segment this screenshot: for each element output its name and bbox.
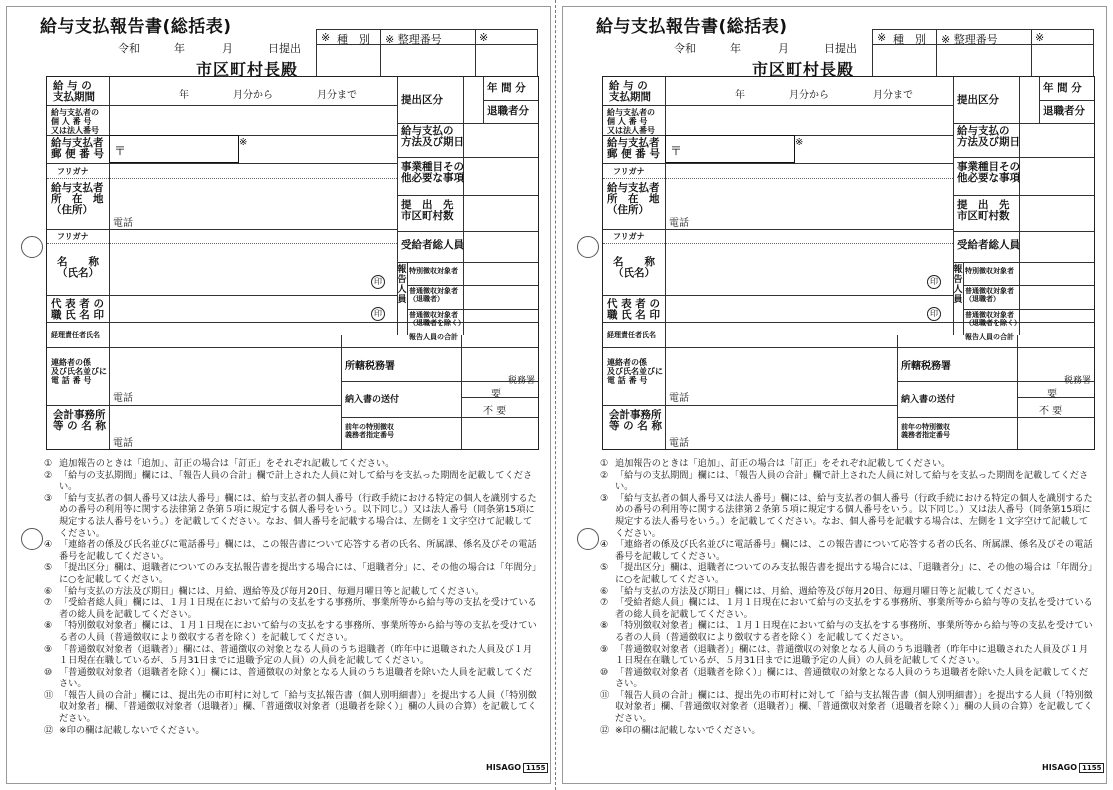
note-number: ⑤ [600, 562, 609, 574]
note-item [600, 458, 1094, 470]
tax-payment-label: 納入書の送付 [345, 395, 400, 405]
postal-code-box[interactable] [109, 135, 239, 163]
note-text: 「普通徴収対象者（退職者）」欄には、普通徴収の対象となる人員のうち退職者（昨年中に退職された人員及び１月１日現在在職しているが、５月31日までに退職予定の人員）の人員を記載してください。 [59, 643, 533, 667]
date-month: 月 [778, 42, 789, 55]
note-text: 「連絡者の係及び氏名並びに電話番号」欄には、この報告書について応答する者の氏名、所属課、係名及びその電話番号を記載してください。 [59, 539, 537, 562]
ordinary-excl-label: 普通徴収対象者 （退職者を除く） [409, 311, 465, 327]
required-option[interactable]: 要 [1047, 389, 1057, 400]
special-collection-label: 特別徴収対象者 [409, 267, 458, 275]
note-item [600, 644, 1094, 667]
note-number: ⑩ [600, 666, 609, 678]
note-number: ⑫ [44, 724, 54, 736]
ref-number-label: ※ 整理番号 [941, 33, 998, 46]
note-number: ④ [44, 539, 53, 551]
note-text: 「給与支払者の個人番号又は法人番号」欄には、給与支払者の個人番号（行政手続における特定の個人を識別するための番号の利用等に関する法律第２条第５項に規定する個人番号をいう。以下同じ。）又は法人番号（同条第15項に規定する法人番号をいう。）を記載してください。なお、個人番号を記載する場合は、左側を１文字空けて記載してください。 [59, 492, 537, 539]
seal-mark-1: 印 [927, 275, 941, 289]
reference-table [872, 29, 1094, 77]
addressee: 市区町村長殿 [752, 60, 855, 79]
form-title: 給与支払報告書(総括表) [596, 17, 788, 37]
business-type-label: 事業種目その 他必要な事項 [401, 161, 464, 184]
note-item [600, 586, 1094, 598]
special-collection-label: 特別徴収対象者 [965, 267, 1014, 275]
brand-logo: HISAGO [486, 763, 521, 772]
pay-period-year: 年 [735, 90, 745, 101]
note-number: ⑧ [600, 620, 609, 632]
note-text: 「報告人員の合計」欄には、提出先の市町村に対して「給与支払報告書（個人別明細書）」を提出する人員（「特別徴収対象者」欄、「普通徴収対象者（退職者）」欄、「普通徴収対象者（退職者を除く）」欄の人員の合算）を記載してください。 [615, 689, 1093, 725]
note-item [44, 539, 538, 562]
note-text: 「特別徴収対象者」欄には、１月１日現在において給与の支払をする事務所、事業所等から給与等の支払を受けている者の人員（普通徴収により徴収する者を除く）を記載してください。 [59, 620, 537, 643]
note-text: 「提出区分」欄は、退職者についてのみ支払報告書を提出する場合には、「退職者分」に、その他の場合は「年間分」に○を記載してください。 [59, 562, 537, 585]
instruction-notes [600, 458, 1094, 736]
punch-hole-bottom [577, 528, 599, 550]
note-text: 追加報告のときは「追加」、訂正の場合は「訂正」をそれぞれ記載してください。 [59, 458, 395, 469]
note-item [44, 562, 538, 585]
note-item [44, 725, 538, 737]
note-text: 「連絡者の係及び氏名並びに電話番号」欄には、この報告書について応答する者の氏名、所属課、係名及びその電話番号を記載してください。 [615, 539, 1093, 562]
accounting-officer-label: 経理責任者氏名 [51, 331, 100, 339]
note-text: 「普通徴収対象者（退職者を除く）」欄には、普通徴収の対象となる人員のうち退職者を除いた人員を記載してください。 [615, 666, 1089, 690]
ordinary-excl-label: 普通徴収対象者 （退職者を除く） [965, 311, 1021, 327]
ref-extra-mark: ※ [1035, 31, 1045, 44]
note-text: 「特別徴収対象者」欄には、１月１日現在において給与の支払をする事務所、事業所等から給与等の支払を受けている者の人員（普通徴収により徴収する者を除く）を記載してください。 [615, 620, 1093, 643]
note-number: ⑦ [600, 597, 609, 609]
ordinary-retired-label: 普通徴収対象者 （退職者） [409, 287, 458, 303]
product-code: 1155 [523, 763, 548, 773]
instruction-notes [44, 458, 538, 736]
note-item [600, 493, 1094, 539]
address-label: 給与支払者 所 在 地 （住所） [51, 182, 104, 216]
pay-period-from: 月分から [233, 90, 273, 101]
note-number: ⑥ [600, 585, 609, 597]
type-mark: ※ [321, 31, 331, 44]
date-day: 日提出 [824, 42, 857, 55]
note-text: 「給与支払者の個人番号又は法人番号」欄には、給与支払者の個人番号（行政手続における特定の個人を識別するための番号の利用等に関する法律第２条第５項に規定する個人番号をいう。以下同じ。）又は法人番号（同条第15項に規定する法人番号をいう。）を記載してください。なお、個人番号を記載する場合は、左側を１文字空けて記載してください。 [615, 492, 1093, 539]
prev-year-number-label: 前年の特別徴収 義務者指定番号 [901, 423, 950, 439]
tax-office-suffix: 税務署 [508, 376, 536, 386]
retiree-option[interactable]: 退職者分 [1043, 105, 1085, 117]
note-item [44, 493, 538, 539]
note-item [600, 667, 1094, 690]
note-item [44, 470, 538, 493]
punch-hole-top [21, 236, 43, 258]
note-number: ② [600, 469, 609, 481]
punch-hole-bottom [21, 528, 43, 550]
product-code: 1155 [1079, 763, 1104, 773]
pay-period-from: 月分から [789, 90, 829, 101]
date-era: 令和 [674, 42, 696, 55]
note-text: 「普通徴収対象者（退職者を除く）」欄には、普通徴収の対象となる人員のうち退職者を除いた人員を記載してください。 [59, 666, 533, 690]
pay-period-to: 月分まで [873, 90, 913, 101]
note-number: ③ [44, 492, 53, 504]
address-label: 給与支払者 所 在 地 （住所） [607, 182, 660, 216]
note-number: ① [44, 458, 53, 469]
note-text: 「報告人員の合計」欄には、提出先の市町村に対して「給与支払報告書（個人別明細書）」を提出する人員（「特別徴収対象者」欄、「普通徴収対象者（退職者）」欄、「普通徴収対象者（退職者を除く）」欄の人員の合算）を記載してください。 [59, 689, 537, 725]
brand-footer [486, 763, 548, 773]
furigana-label-2: フリガナ [57, 232, 89, 241]
note-item [600, 620, 1094, 643]
date-day: 日提出 [268, 42, 301, 55]
seal-mark-1: 印 [371, 275, 385, 289]
tax-office-suffix: 税務署 [1064, 376, 1092, 386]
note-item [600, 597, 1094, 620]
type-label: 種 別 [337, 33, 370, 46]
note-text: 「普通徴収対象者（退職者）」欄には、普通徴収の対象となる人員のうち退職者（昨年中に退職された人員及び１月１日現在在職しているが、５月31日までに退職予定の人員）の人員を記載してください。 [615, 643, 1089, 667]
note-item [600, 690, 1094, 725]
postal-mark: 〒 [670, 144, 683, 158]
brand-footer [1042, 763, 1104, 773]
type-mark: ※ [877, 31, 887, 44]
submit-to-label: 提 出 先 市区町村数 [957, 199, 1010, 222]
note-number: ② [44, 469, 53, 481]
note-number: ④ [600, 539, 609, 551]
total-recipients-label: 受給者総人員 [401, 239, 464, 251]
payment-method-label: 給与支払の 方法及び期日 [401, 125, 464, 148]
contact-phone-label: 電話 [669, 393, 689, 404]
note-item [600, 562, 1094, 585]
not-required-option[interactable]: 不 要 [483, 406, 507, 417]
report-total-label: 報告人員の合計 [409, 333, 458, 341]
required-option[interactable]: 要 [491, 389, 501, 400]
form-table [46, 76, 539, 450]
note-number: ⑨ [600, 643, 609, 655]
office-phone-label: 電話 [113, 438, 133, 449]
note-number: ⑤ [44, 562, 53, 574]
page-left [0, 0, 556, 790]
contact-label: 連絡者の係 及び氏名並びに 電 話 番 号 [51, 358, 107, 385]
note-number: ⑫ [600, 724, 610, 736]
report-total-label: 報告人員の合計 [965, 333, 1014, 341]
accounting-office-label: 会計事務所 等 の 名 称 [53, 409, 106, 432]
note-number: ⑪ [600, 689, 610, 701]
annual-option[interactable]: 年 間 分 [1043, 82, 1082, 94]
addressee: 市区町村長殿 [196, 60, 299, 79]
note-number: ⑩ [44, 666, 53, 678]
report-count-vertical: 報告人員 [397, 265, 407, 305]
office-phone-label: 電話 [669, 438, 689, 449]
note-item [600, 725, 1094, 737]
note-item [600, 470, 1094, 493]
seal-mark-2: 印 [371, 307, 385, 321]
note-item [600, 539, 1094, 562]
note-text: ※印の欄は記載しないでください。 [59, 724, 205, 736]
payment-method-label: 給与支払の 方法及び期日 [957, 125, 1020, 148]
prev-year-number-label: 前年の特別徴収 義務者指定番号 [345, 423, 394, 439]
ordinary-retired-label: 普通徴収対象者 （退職者） [965, 287, 1014, 303]
note-number: ⑪ [44, 689, 54, 701]
pay-period-label: 給 与 の 支払期間 [53, 80, 95, 103]
note-number: ① [600, 458, 609, 469]
postal-note-mark: ※ [795, 137, 804, 148]
note-item [44, 597, 538, 620]
form-title: 給与支払報告書(総括表) [40, 17, 232, 37]
pay-period-label: 給 与 の 支払期間 [609, 80, 651, 103]
page-right [556, 0, 1112, 790]
note-item [44, 458, 538, 470]
note-item [44, 586, 538, 598]
accounting-office-label: 会計事務所 等 の 名 称 [609, 409, 662, 432]
note-text: 「給与支払の方法及び期日」欄には、月給、週給等及び毎月20日、毎週月曜日等と記載してください。 [615, 585, 1041, 597]
name-label: 名 称 （氏名） [57, 256, 99, 279]
note-item [44, 690, 538, 725]
note-number: ⑧ [44, 620, 53, 632]
representative-label: 代 表 者 の 職 氏 名 印 [607, 298, 660, 321]
note-text: 追加報告のときは「追加」、訂正の場合は「訂正」をそれぞれ記載してください。 [615, 458, 951, 469]
note-number: ③ [600, 492, 609, 504]
name-label: 名 称 （氏名） [613, 256, 655, 279]
note-number: ⑥ [44, 585, 53, 597]
submit-category-label: 提出区分 [957, 94, 999, 106]
note-text: 「給与支払の方法及び期日」欄には、月給、週給等及び毎月20日、毎週月曜日等と記載してください。 [59, 585, 485, 597]
tax-office-label: 所轄税務署 [345, 361, 395, 372]
furigana-label-2: フリガナ [613, 232, 645, 241]
furigana-label-1: フリガナ [57, 167, 89, 176]
payer-number-label: 給与支払者の 個 人 番 号 又は法人番号 [51, 108, 99, 135]
postal-mark: 〒 [114, 144, 127, 158]
pay-period-to: 月分まで [317, 90, 357, 101]
not-required-option[interactable]: 不 要 [1039, 406, 1063, 417]
note-text: 「給与の支払期間」欄には、「報告人員の合計」欄で計上された人員に対して給与を支払った期間を記載してください。 [59, 469, 533, 493]
ref-extra-mark: ※ [479, 31, 489, 44]
postal-code-box[interactable] [665, 135, 795, 163]
date-era: 令和 [118, 42, 140, 55]
note-text: 「受給者総人員」欄には、１月１日現在において給与の支払をする事務所、事業所等から給与等の支払を受けている者の総人員を記載してください。 [615, 597, 1093, 620]
representative-label: 代 表 者 の 職 氏 名 印 [51, 298, 104, 321]
tax-office-label: 所轄税務署 [901, 361, 951, 372]
ref-number-label: ※ 整理番号 [385, 33, 442, 46]
pay-period-year: 年 [179, 90, 189, 101]
date-year: 年 [730, 42, 741, 55]
postal-label: 給与支払者 郵 便 番 号 [607, 137, 660, 160]
submit-to-label: 提 出 先 市区町村数 [401, 199, 454, 222]
business-type-label: 事業種目その 他必要な事項 [957, 161, 1020, 184]
payer-number-label: 給与支払者の 個 人 番 号 又は法人番号 [607, 108, 655, 135]
note-text: ※印の欄は記載しないでください。 [615, 724, 761, 736]
note-number: ⑨ [44, 643, 53, 655]
punch-hole-top [577, 236, 599, 258]
seal-mark-2: 印 [927, 307, 941, 321]
accounting-officer-label: 経理責任者氏名 [607, 331, 656, 339]
retiree-option[interactable]: 退職者分 [487, 105, 529, 117]
note-item [44, 620, 538, 643]
contact-label: 連絡者の係 及び氏名並びに 電 話 番 号 [607, 358, 663, 385]
submit-category-label: 提出区分 [401, 94, 443, 106]
annual-option[interactable]: 年 間 分 [487, 82, 526, 94]
note-text: 「給与の支払期間」欄には、「報告人員の合計」欄で計上された人員に対して給与を支払った期間を記載してください。 [615, 469, 1089, 493]
form-table [602, 76, 1095, 450]
note-number: ⑦ [44, 597, 53, 609]
address-phone-label: 電話 [669, 218, 689, 229]
postal-note-mark: ※ [239, 137, 248, 148]
contact-phone-label: 電話 [113, 393, 133, 404]
brand-logo: HISAGO [1042, 763, 1077, 772]
date-month: 月 [222, 42, 233, 55]
note-text: 「提出区分」欄は、退職者についてのみ支払報告書を提出する場合には、「退職者分」に、その他の場合は「年間分」に○を記載してください。 [615, 562, 1093, 585]
report-count-vertical: 報告人員 [953, 265, 963, 305]
type-label: 種 別 [893, 33, 926, 46]
total-recipients-label: 受給者総人員 [957, 239, 1020, 251]
furigana-label-1: フリガナ [613, 167, 645, 176]
reference-table [316, 29, 538, 77]
date-year: 年 [174, 42, 185, 55]
note-item [44, 644, 538, 667]
note-item [44, 667, 538, 690]
tax-payment-label: 納入書の送付 [901, 395, 956, 405]
note-text: 「受給者総人員」欄には、１月１日現在において給与の支払をする事務所、事業所等から給与等の支払を受けている者の総人員を記載してください。 [59, 597, 537, 620]
postal-label: 給与支払者 郵 便 番 号 [51, 137, 104, 160]
address-phone-label: 電話 [113, 218, 133, 229]
